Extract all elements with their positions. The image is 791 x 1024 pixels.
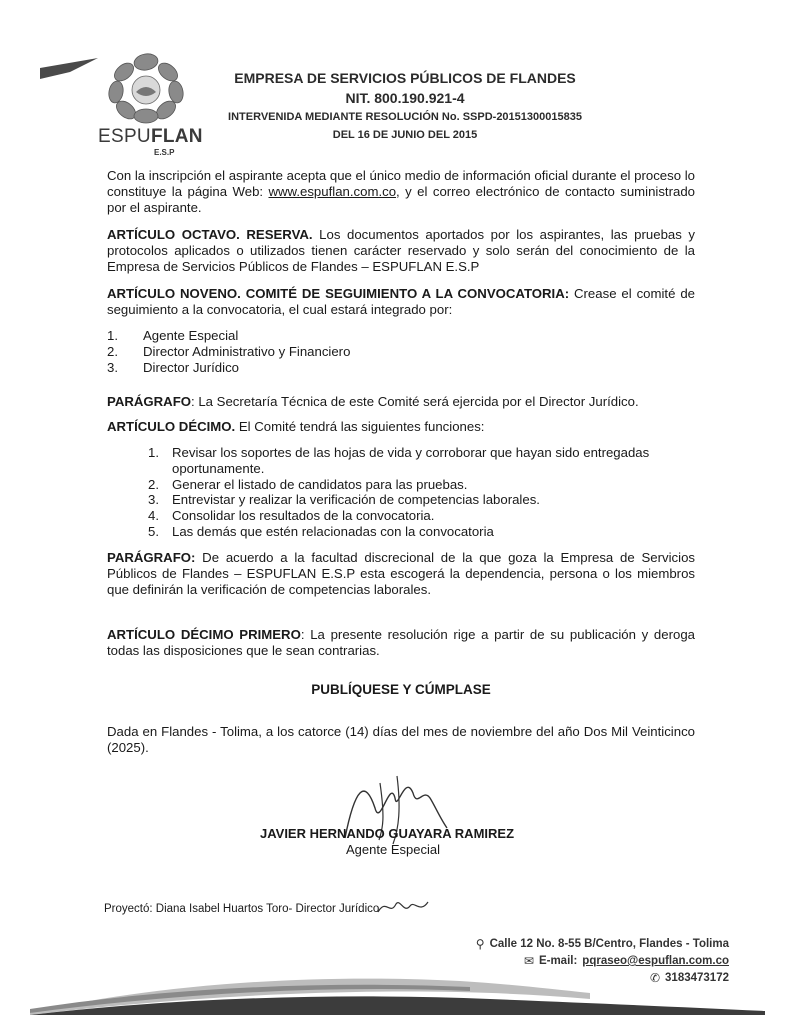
paragraph-2-text: De acuerdo a la facultad discrecional de la que goza la Empresa de Servicios Públicos de Flandes – ESPUFLAN E.S.P esta escogerá la dependencia, persona o los miembros que definirán la verificación de competencias laborales. [107,550,695,597]
article-9 [107,286,695,318]
initials-scribble [376,896,430,918]
paragraph-2 [107,550,695,597]
list-item: 3. Entrevistar y realizar la verificación de competencias laborales. [148,492,540,508]
committee-list [107,328,350,376]
publish-heading: PUBLÍQUESE Y CÚMPLASE [311,682,491,697]
article-10-title: ARTÍCULO DÉCIMO. [107,419,236,434]
article-9-title: ARTÍCULO NOVENO. COMITÉ DE SEGUIMIENTO A LA CONVOCATORIA: [107,286,570,301]
logo-emblem-icon [96,52,196,124]
article-9-text: Crease el comité de seguimiento a la convocatoria, el cual estará integrado por: [107,286,695,317]
email-label: E-mail: [538,955,578,967]
list-item: 5. Las demás que estén relacionadas con la convocatoria [148,523,494,539]
article-8 [107,227,695,274]
company-logo [96,52,203,157]
footer-swoosh [30,955,770,1015]
envelope-icon: ✉ [523,954,534,968]
list-item: 3. Director Jurídico [107,360,240,375]
paragraph-2-title: PARÁGRAFO: [107,550,196,565]
list-item: 2. Generar el listado de candidatos para las pruebas. [148,476,468,492]
letterhead [210,68,600,144]
company-name: EMPRESA DE SERVICIOS PÚBLICOS DE FLANDES [234,70,576,86]
website-link[interactable]: www.espuflan.com.co [268,183,397,199]
address-text: Calle 12 No. 8-55 B/Centro, Flandes - Tolima [489,938,729,950]
given-paragraph: Dada en Flandes - Tolima, a los catorce (14) días del mes de noviembre del año Dos Mil Veinticinco (2025). [107,724,695,755]
logo-wordmark: ESPUFLAN [98,126,203,147]
paragraph-1 [107,394,695,410]
list-item: 1. Revisar los soportes de las hojas de vida y corroborar que hayan sido entregadas oportunamente. [148,445,650,476]
list-item: 4. Consolidar los resultados de la convocatoria. [148,508,435,524]
intervention-line: INTERVENIDA MEDIANTE RESOLUCIÓN No. SSPD-20151300015835 [228,111,582,123]
article-8-text: Los documentos aportados por los aspirantes, las pruebas y protocolos aplicados o utilizados tienen carácter reservado y solo serán del conocimiento de la Empresa de Servicios Públicos de Flandes – ESPUFLAN E.S.P [107,227,695,274]
intro-text: Con la inscripción el aspirante acepta que el único medio de información oficial durante el proceso lo constituye la página Web: [107,168,695,199]
article-11-text: : La presente resolución rige a partir de su publicación y deroga todas las disposiciones que le sean contrarias. [107,627,695,658]
paragraph-1-title: PARÁGRAFO [107,394,192,409]
intro-paragraph [107,168,695,215]
signatory-role: Agente Especial [346,842,440,857]
phone-icon: ✆ [649,971,661,985]
article-10 [107,419,695,435]
article-8-title: ARTÍCULO OCTAVO. RESERVA. [107,227,313,242]
list-item: 2. Director Administrativo y Financiero [107,344,351,359]
paragraph-1-text: : La Secretaría Técnica de este Comité será ejercida por el Director Jurídico. [191,394,639,409]
header-swoosh [40,58,100,80]
article-11 [107,627,695,659]
address-row [476,936,729,953]
location-pin-icon: ⚲ [475,937,485,951]
intro-text-end: , y el correo electrónico de contacto suministrado por el aspirante. [107,183,695,215]
intervention-date: DEL 16 DE JUNIO DEL 2015 [332,129,478,141]
article-10-text: El Comité tendrá las siguientes funciones: [235,419,485,434]
logo-subtitle: E.S.P [154,148,175,157]
list-item: 1. Agente Especial [107,328,239,343]
company-nit: NIT. 800.190.921-4 [345,90,465,106]
functions-list [148,445,688,540]
prepared-by: Proyectó: Diana Isabel Huartos Toro- Director Jurídico [104,903,380,915]
phone-text: 3183473172 [665,972,729,984]
article-11-title: ARTÍCULO DÉCIMO PRIMERO [107,627,301,642]
signatory-name: JAVIER HERNANDO GUAYARA RAMIREZ [260,826,515,841]
email-link[interactable]: pqraseo@espuflan.com.co [582,955,729,967]
